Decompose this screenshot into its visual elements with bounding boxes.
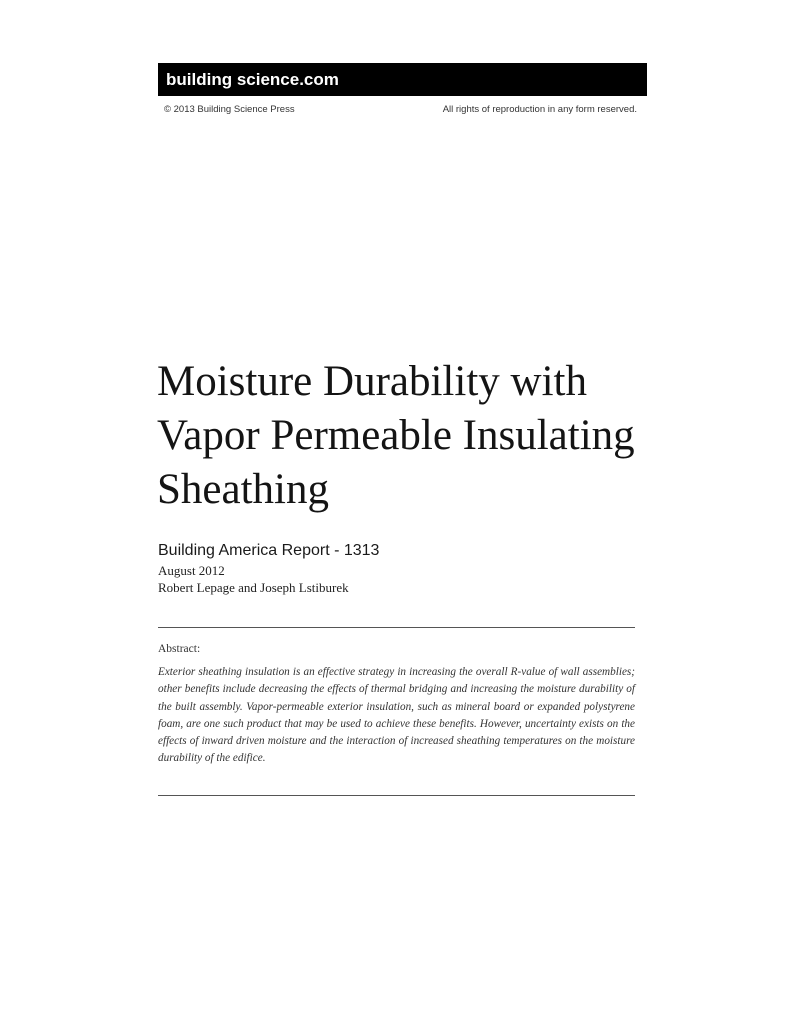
document-title: Moisture Durability with Vapor Permeable Insulating Sheathing (157, 358, 635, 513)
rights-notice: All rights of reproduction in any form reserved. (442, 104, 637, 115)
abstract-text: Exterior sheathing insulation is an effective strategy in increasing the overall R-value of wall assemblies; other benefits include decreasing the effects of thermal bridging and increasing the moisture durability of the built assembly. Vapor-permeable exterior insulation, such as mineral board or expanded polystyrene foam, are one such product that may be used to achieve these benefits. However, uncertainty exists on the effects of inward driven moisture and the interaction of increased sheathing temperatures on the moisture durability of the edifice. (158, 666, 635, 765)
abstract-bottom-divider (158, 795, 635, 796)
abstract-top-divider (158, 627, 635, 628)
brand-header-bar (158, 63, 647, 96)
report-number: Building America Report - 1313 (158, 542, 380, 559)
report-authors: Robert Lepage and Joseph Lstiburek (158, 580, 349, 595)
abstract-label: Abstract: (158, 643, 201, 655)
copyright-notice: © 2013 Building Science Press (164, 104, 295, 115)
brand-logo-text: building science.com (166, 70, 339, 89)
report-date: August 2012 (158, 563, 225, 578)
